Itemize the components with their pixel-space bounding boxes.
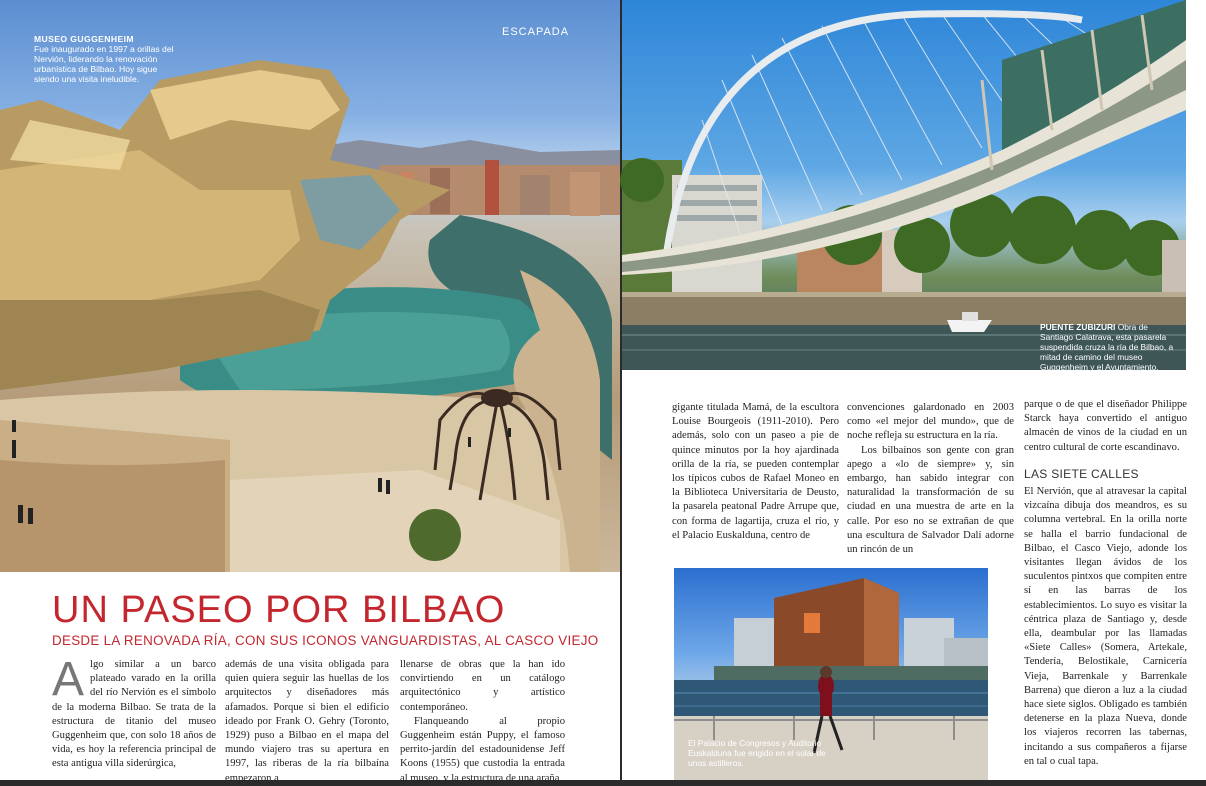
headline: UN PASEO POR BILBAO [52, 589, 506, 631]
euskalduna-caption: El Palacio de Congresos y Auditorio Euskalduna fue erigido en el solar de unos astilleros. [688, 738, 826, 768]
paragraph: además de una visita obligada para quien quiera seguir las huellas de los arquitectos y diseñadores más afamados. Porque si bien el edificio ideado por Frank O. Gehry (Toronto, 1929) puso a Bilbao en el mapa del mundo viajero tras su apertura en 1997, las riberas de la ría bilbaína empezaron a [225, 659, 389, 784]
dropcap: A [52, 653, 85, 706]
body-column-4 [672, 401, 839, 549]
paragraph: convenciones galardonado en 2003 como «el mejor del mundo», que de noche refleja su estructura en la ría. [847, 402, 1014, 442]
body-column-5 [847, 401, 1014, 556]
section-heading: LAS SIETE CALLES [1024, 466, 1139, 481]
paragraph: El Nervión, que al atravesar la capital vizcaína dibuja dos meandros, es su columna vertebral. En la orilla norte se halla el barrio fundacional de Bilbao, el Casco Viejo, adonde los visitantes llegan ávidos de los suculentos pintxos que compiten entre sí en las barras de los establecimientos. Lo suyo es visitar la céntrica plaza de Santiago y, desde ella, deambular por las llamadas «Siete Calles» (Somera, Artekale, Tendería, Belostikale, Carnicería Vieja, Barrenkale y Barrenkale Barrena) que dieron a luz a la ciudad hace siete siglos. Obligado es también detenerse en la plaza Nueva, donde los viajeros recorren las tabernas, incitando a sus compañeros a fijarse en tal o cual tapa. [1024, 486, 1187, 767]
section-tag: ESCAPADA [502, 26, 570, 38]
zubizuri-illustration [622, 0, 1186, 370]
guggenheim-photo [0, 0, 620, 572]
euskalduna-photo [674, 568, 988, 780]
body-column-6 [1024, 398, 1187, 778]
body-column-3 [400, 658, 565, 784]
body-column-2 [225, 658, 389, 784]
body-column-1 [52, 653, 216, 776]
zubizuri-caption [1040, 322, 1180, 372]
guggenheim-caption [34, 34, 174, 84]
paragraph: lgo similar a un barco plateado varado en la orilla del río Nervión es el símbolo de la moderna Bilbao. Se trata de la estructura de titanio del museo Guggenheim que, con solo 18 años de vida, es hoy la referencia principal de esta antigua villa siderúrgica, [52, 659, 216, 770]
caption-title: PUENTE ZUBIZURI [1040, 322, 1116, 332]
paragraph: Los bilbaínos son gente con gran apego a «lo de siempre» y, sin embargo, han sabido integrar con naturalidad la transformación de su ciudad en una muestra de arte en la calle. Por eso no se extrañan de que una escultura de Salvador Dalí adorne un rincón de un [847, 444, 1014, 556]
caption-text: Obra de Santiago Calatrava, esta pasarela suspendida cruza la ría de Bilbao, a mitad de camino del museo Guggenheim y el Ayuntamiento. [1040, 322, 1174, 372]
paragraph: Flanqueando al propio Guggenheim están Puppy, el famoso perrito-jardín del estadounidense Jeff Koons (1955) que custodia la entrada al museo, y la estructura de una araña [400, 715, 565, 784]
zubizuri-bridge-photo [622, 0, 1186, 370]
caption-text: Fue inaugurado en 1997 a orillas del Nervión, liderando la renovación urbanística de Bilbao. Hoy sigue siendo una visita ineludible. [34, 44, 174, 84]
paragraph: parque o de que el diseñador Philippe Starck haya convertido el antiguo almacén de vinos de la ciudad en un centro cultural de corte escandinavo. [1024, 399, 1187, 453]
subheadline: DESDE LA RENOVADA RÍA, CON SUS ICONOS VANGUARDISTAS, AL CASCO VIEJO [52, 633, 599, 648]
paragraph: llenarse de obras que la han ido convirtiendo en un catálogo arquitectónico y artístico contemporáneo. [400, 659, 565, 713]
guggenheim-illustration [0, 0, 620, 572]
paragraph: gigante titulada Mamá, de la escultora Louise Bourgeois (1911-2010). Pero además, solo con un paseo a pie de quince minutos por la hoy ajardinada orilla de la ría, se pueden contemplar los típicos cubos de Rafael Moneo en la Biblioteca Universitaria de Deusto, la pasarela peatonal Padre Arrupe que, con forma de lagartija, cruza el río, y el Palacio Euskalduna, centro de [672, 402, 839, 541]
caption-title: MUSEO GUGGENHEIM [34, 34, 134, 44]
right-page [622, 0, 1206, 780]
